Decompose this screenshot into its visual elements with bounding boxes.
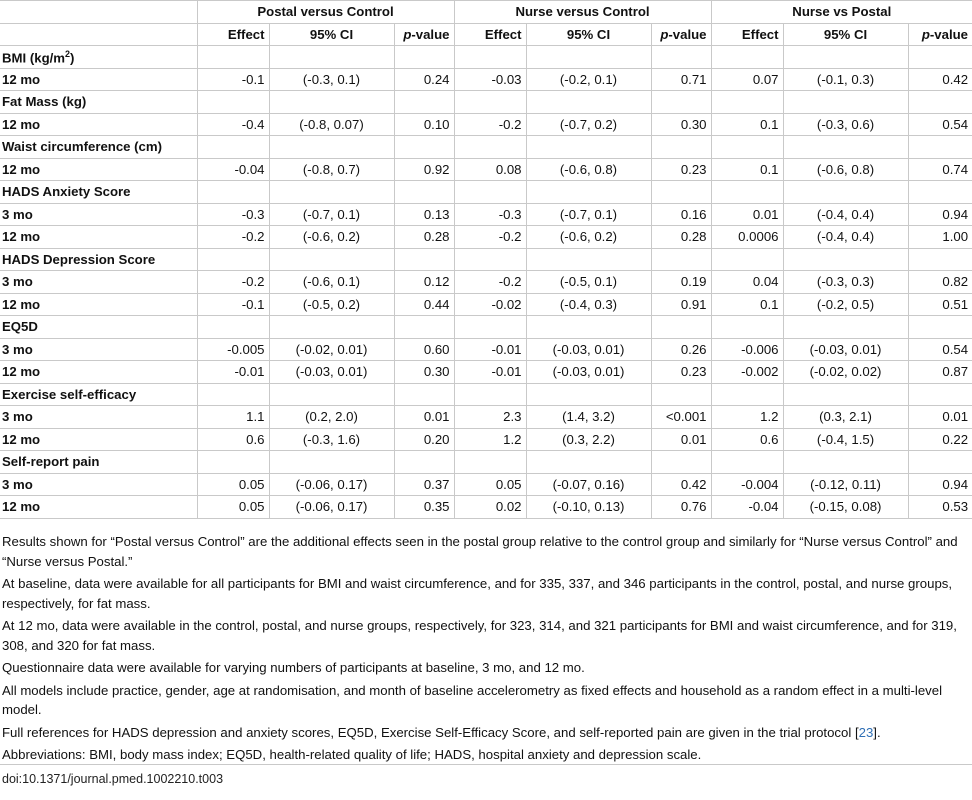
- divider: [0, 764, 972, 765]
- table-row: [0, 293, 972, 316]
- effect-cell: 0.01: [711, 203, 783, 226]
- ci-cell: (1.4, 3.2): [526, 406, 651, 429]
- pvalue-cell: 0.23: [651, 158, 711, 181]
- pvalue-cell: 0.28: [394, 226, 454, 249]
- table-row: [0, 203, 972, 226]
- ci-cell: (0.3, 2.2): [526, 428, 651, 451]
- empty-cell: [783, 181, 908, 204]
- effect-cell: -0.002: [711, 361, 783, 384]
- empty-cell: [197, 383, 269, 406]
- effect-cell: 0.05: [197, 473, 269, 496]
- empty-cell: [394, 248, 454, 271]
- empty-cell: [651, 181, 711, 204]
- pvalue-cell: 0.92: [394, 158, 454, 181]
- empty-cell: [711, 451, 783, 474]
- empty-cell: [908, 91, 972, 114]
- table-row: [0, 428, 972, 451]
- col-ci-1: 95% CI: [269, 23, 394, 46]
- pvalue-cell: 0.01: [908, 406, 972, 429]
- empty-cell: [197, 136, 269, 159]
- col-pvalue-1: p-value: [394, 23, 454, 46]
- table-row: [0, 406, 972, 429]
- ci-cell: (-0.3, 1.6): [269, 428, 394, 451]
- section-row: [0, 181, 972, 204]
- empty-cell: [394, 451, 454, 474]
- ci-cell: (-0.02, 0.01): [269, 338, 394, 361]
- footnote: Results shown for “Postal versus Control” are the additional effects seen in the postal group relative to the control group and similarly for “Nurse versus Control” and “Nurse versus Postal.”: [2, 534, 958, 569]
- row-label: 12 mo: [0, 226, 197, 249]
- ci-cell: (-0.06, 0.17): [269, 473, 394, 496]
- effect-cell: 0.1: [711, 113, 783, 136]
- row-label: 3 mo: [0, 473, 197, 496]
- pvalue-cell: 0.54: [908, 113, 972, 136]
- pvalue-cell: 0.13: [394, 203, 454, 226]
- effect-cell: -0.01: [454, 338, 526, 361]
- row-label: 12 mo: [0, 293, 197, 316]
- ci-cell: (-0.10, 0.13): [526, 496, 651, 519]
- ci-cell: (-0.12, 0.11): [783, 473, 908, 496]
- footnote: Questionnaire data were available for varying numbers of participants at baseline, 3 mo, and 12 mo.: [2, 660, 585, 675]
- empty-cell: [269, 181, 394, 204]
- empty-cell: [711, 383, 783, 406]
- effect-cell: -0.006: [711, 338, 783, 361]
- empty-cell: [454, 383, 526, 406]
- ci-cell: (-0.15, 0.08): [783, 496, 908, 519]
- empty-cell: [394, 316, 454, 339]
- ci-cell: (-0.06, 0.17): [269, 496, 394, 519]
- effect-cell: -0.2: [454, 226, 526, 249]
- section-label: HADS Anxiety Score: [0, 181, 197, 204]
- pvalue-cell: 0.37: [394, 473, 454, 496]
- ci-cell: (-0.8, 0.07): [269, 113, 394, 136]
- pvalue-cell: 0.30: [394, 361, 454, 384]
- ci-cell: (-0.3, 0.6): [783, 113, 908, 136]
- empty-cell: [711, 248, 783, 271]
- empty-cell: [651, 136, 711, 159]
- effect-cell: -0.1: [197, 68, 269, 91]
- pvalue-cell: 0.16: [651, 203, 711, 226]
- pvalue-cell: <0.001: [651, 406, 711, 429]
- ci-cell: (-0.03, 0.01): [269, 361, 394, 384]
- ci-cell: (-0.6, 0.2): [269, 226, 394, 249]
- ci-cell: (-0.7, 0.1): [526, 203, 651, 226]
- ci-cell: (-0.03, 0.01): [526, 361, 651, 384]
- ci-cell: (-0.4, 0.4): [783, 203, 908, 226]
- pvalue-cell: 0.30: [651, 113, 711, 136]
- section-label: Self-report pain: [0, 451, 197, 474]
- pvalue-cell: 0.94: [908, 203, 972, 226]
- effect-cell: -0.2: [454, 113, 526, 136]
- col-effect-3: Effect: [711, 23, 783, 46]
- empty-cell: [908, 46, 972, 69]
- ci-cell: (-0.03, 0.01): [526, 338, 651, 361]
- empty-cell: [651, 451, 711, 474]
- effect-cell: 0.05: [197, 496, 269, 519]
- effect-cell: 0.6: [197, 428, 269, 451]
- doi-label: doi:10.1371/journal.pmed.1002210.t003: [2, 772, 224, 786]
- section-row: [0, 46, 972, 69]
- empty-cell: [711, 46, 783, 69]
- empty-cell: [651, 316, 711, 339]
- empty-cell: [651, 248, 711, 271]
- pvalue-cell: 0.53: [908, 496, 972, 519]
- empty-cell: [526, 181, 651, 204]
- effect-cell: -0.4: [197, 113, 269, 136]
- empty-cell: [454, 248, 526, 271]
- section-row: [0, 383, 972, 406]
- empty-cell: [394, 136, 454, 159]
- pvalue-cell: 0.94: [908, 473, 972, 496]
- ci-cell: (0.3, 2.1): [783, 406, 908, 429]
- table-row: [0, 338, 972, 361]
- ci-cell: (-0.5, 0.1): [526, 271, 651, 294]
- section-label: Exercise self-efficacy: [0, 383, 197, 406]
- effect-cell: -0.004: [711, 473, 783, 496]
- empty-cell: [526, 451, 651, 474]
- row-label: 12 mo: [0, 361, 197, 384]
- row-label: 12 mo: [0, 496, 197, 519]
- empty-cell: [454, 451, 526, 474]
- empty-cell: [269, 46, 394, 69]
- table-row: [0, 158, 972, 181]
- col-effect-1: Effect: [197, 23, 269, 46]
- pvalue-cell: 0.10: [394, 113, 454, 136]
- empty-cell: [394, 181, 454, 204]
- effect-cell: 0.6: [711, 428, 783, 451]
- empty-cell: [269, 451, 394, 474]
- effect-cell: 2.3: [454, 406, 526, 429]
- empty-cell: [908, 451, 972, 474]
- empty-cell: [908, 383, 972, 406]
- pvalue-cell: 0.54: [908, 338, 972, 361]
- col-effect-2: Effect: [454, 23, 526, 46]
- empty-cell: [269, 136, 394, 159]
- table-row: [0, 271, 972, 294]
- effect-cell: 1.1: [197, 406, 269, 429]
- row-label: 3 mo: [0, 406, 197, 429]
- ci-cell: (-0.6, 0.2): [526, 226, 651, 249]
- pvalue-cell: 0.35: [394, 496, 454, 519]
- empty-cell: [269, 383, 394, 406]
- row-label: 12 mo: [0, 68, 197, 91]
- effect-cell: -0.04: [711, 496, 783, 519]
- empty-cell: [197, 316, 269, 339]
- reference-link-23[interactable]: 23: [858, 724, 874, 740]
- pvalue-cell: 0.42: [651, 473, 711, 496]
- empty-cell: [394, 91, 454, 114]
- ci-cell: (-0.8, 0.7): [269, 158, 394, 181]
- row-label: 12 mo: [0, 113, 197, 136]
- effect-cell: 0.02: [454, 496, 526, 519]
- table-row: [0, 361, 972, 384]
- footnote: All models include practice, gender, age at randomisation, and month of baseline accelerometry as fixed effects and household as a random effect in a multi-level model.: [2, 682, 943, 717]
- effect-cell: -0.3: [454, 203, 526, 226]
- empty-cell: [908, 136, 972, 159]
- ci-cell: (-0.2, 0.5): [783, 293, 908, 316]
- ci-cell: (-0.7, 0.1): [269, 203, 394, 226]
- effect-cell: -0.02: [454, 293, 526, 316]
- empty-cell: [908, 181, 972, 204]
- section-row: [0, 91, 972, 114]
- ci-cell: (-0.03, 0.01): [783, 338, 908, 361]
- table-footnotes: [2, 532, 968, 768]
- empty-cell: [197, 451, 269, 474]
- effect-cell: -0.3: [197, 203, 269, 226]
- empty-cell: [711, 181, 783, 204]
- pvalue-cell: 0.76: [651, 496, 711, 519]
- effect-cell: -0.01: [197, 361, 269, 384]
- pvalue-cell: 0.01: [394, 406, 454, 429]
- effect-cell: -0.03: [454, 68, 526, 91]
- effect-cell: 0.08: [454, 158, 526, 181]
- effect-cell: 0.04: [711, 271, 783, 294]
- ci-cell: (-0.4, 0.3): [526, 293, 651, 316]
- effect-cell: -0.005: [197, 338, 269, 361]
- column-header-row: [0, 23, 972, 46]
- table-body: [0, 1, 972, 519]
- pvalue-cell: 0.01: [651, 428, 711, 451]
- ci-cell: (-0.6, 0.1): [269, 271, 394, 294]
- empty-header-cell: [0, 23, 197, 46]
- ci-cell: (-0.02, 0.02): [783, 361, 908, 384]
- empty-cell: [908, 316, 972, 339]
- empty-cell: [908, 248, 972, 271]
- empty-cell: [197, 91, 269, 114]
- pvalue-cell: 0.87: [908, 361, 972, 384]
- table-row: [0, 113, 972, 136]
- empty-cell: [394, 383, 454, 406]
- effect-cell: -0.2: [454, 271, 526, 294]
- pvalue-cell: 0.82: [908, 271, 972, 294]
- pvalue-cell: 0.23: [651, 361, 711, 384]
- empty-cell: [394, 46, 454, 69]
- section-row: [0, 316, 972, 339]
- ci-cell: (-0.4, 0.4): [783, 226, 908, 249]
- effect-cell: 0.05: [454, 473, 526, 496]
- pvalue-cell: 0.24: [394, 68, 454, 91]
- empty-cell: [783, 136, 908, 159]
- section-label: EQ5D: [0, 316, 197, 339]
- group-header-row: [0, 1, 972, 24]
- section-row: [0, 136, 972, 159]
- group-header-postal-vs-control: Postal versus Control: [197, 1, 454, 24]
- effect-cell: 0.1: [711, 158, 783, 181]
- pvalue-cell: 0.22: [908, 428, 972, 451]
- group-header-nurse-vs-control: Nurse versus Control: [454, 1, 711, 24]
- section-label: BMI $(kg/m^2)$: [0, 46, 197, 69]
- empty-cell: [783, 91, 908, 114]
- table-row: [0, 226, 972, 249]
- ci-cell: (-0.3, 0.1): [269, 68, 394, 91]
- footnote-references: Full references for HADS depression and anxiety scores, EQ5D, Exercise Self-Efficacy Score, and self-reported pain are given in the trial protocol [23].: [2, 724, 881, 740]
- pvalue-cell: 0.74: [908, 158, 972, 181]
- ci-cell: (-0.3, 0.3): [783, 271, 908, 294]
- empty-corner-cell: [0, 1, 197, 24]
- section-row: [0, 248, 972, 271]
- group-header-nurse-vs-postal: Nurse vs Postal: [711, 1, 972, 24]
- effect-cell: -0.1: [197, 293, 269, 316]
- footnote: At 12 mo, data were available in the control, postal, and nurse groups, respectively, for 323, 314, and 321 participants for BMI and waist circumference, and for 319, 308, and 320 for fat mass.: [2, 618, 957, 653]
- pvalue-cell: 0.12: [394, 271, 454, 294]
- empty-cell: [454, 46, 526, 69]
- ci-cell: (-0.5, 0.2): [269, 293, 394, 316]
- table-row: [0, 68, 972, 91]
- row-label: 12 mo: [0, 428, 197, 451]
- pvalue-cell: 0.71: [651, 68, 711, 91]
- empty-cell: [269, 248, 394, 271]
- empty-cell: [197, 248, 269, 271]
- ci-cell: (-0.4, 1.5): [783, 428, 908, 451]
- empty-cell: [526, 46, 651, 69]
- effect-cell: 1.2: [454, 428, 526, 451]
- empty-cell: [454, 181, 526, 204]
- empty-cell: [526, 316, 651, 339]
- row-label: 12 mo: [0, 158, 197, 181]
- row-label: 3 mo: [0, 203, 197, 226]
- col-pvalue-2: p-value: [651, 23, 711, 46]
- row-label: 3 mo: [0, 271, 197, 294]
- empty-cell: [454, 136, 526, 159]
- empty-cell: [711, 91, 783, 114]
- effect-cell: -0.2: [197, 226, 269, 249]
- ci-cell: (-0.6, 0.8): [783, 158, 908, 181]
- empty-cell: [651, 383, 711, 406]
- pvalue-cell: 0.42: [908, 68, 972, 91]
- col-pvalue-3: p-value: [908, 23, 972, 46]
- ci-cell: (-0.7, 0.2): [526, 113, 651, 136]
- pvalue-cell: 0.60: [394, 338, 454, 361]
- table-row: [0, 496, 972, 519]
- col-ci-2: 95% CI: [526, 23, 651, 46]
- ci-cell: (-0.6, 0.8): [526, 158, 651, 181]
- pvalue-cell: 1.00: [908, 226, 972, 249]
- empty-cell: [526, 136, 651, 159]
- empty-cell: [269, 91, 394, 114]
- pvalue-cell: 0.51: [908, 293, 972, 316]
- effect-cell: -0.04: [197, 158, 269, 181]
- empty-cell: [269, 316, 394, 339]
- empty-cell: [454, 316, 526, 339]
- pvalue-cell: 0.26: [651, 338, 711, 361]
- pvalue-cell: 0.28: [651, 226, 711, 249]
- empty-cell: [454, 91, 526, 114]
- empty-cell: [526, 248, 651, 271]
- table-row: [0, 473, 972, 496]
- ci-cell: (-0.07, 0.16): [526, 473, 651, 496]
- effect-cell: -0.01: [454, 361, 526, 384]
- ci-cell: (-0.1, 0.3): [783, 68, 908, 91]
- empty-cell: [526, 383, 651, 406]
- empty-cell: [783, 46, 908, 69]
- empty-cell: [783, 248, 908, 271]
- pvalue-cell: 0.19: [651, 271, 711, 294]
- section-label: Fat Mass (kg): [0, 91, 197, 114]
- empty-cell: [783, 383, 908, 406]
- empty-cell: [783, 451, 908, 474]
- empty-cell: [783, 316, 908, 339]
- effect-cell: -0.2: [197, 271, 269, 294]
- footnote-abbreviations: Abbreviations: BMI, body mass index; EQ5D, health-related quality of life; HADS, hospital anxiety and depression scale.: [2, 747, 702, 762]
- pvalue-cell: 0.44: [394, 293, 454, 316]
- empty-cell: [651, 91, 711, 114]
- footnote: At baseline, data were available for all participants for BMI and waist circumference, and for 335, 337, and 346 participants in the control, postal, and nurse groups, respectively, for fat mass.: [2, 576, 953, 611]
- empty-cell: [711, 136, 783, 159]
- ci-cell: (0.2, 2.0): [269, 406, 394, 429]
- col-ci-3: 95% CI: [783, 23, 908, 46]
- empty-cell: [197, 46, 269, 69]
- effect-cell: 1.2: [711, 406, 783, 429]
- empty-cell: [651, 46, 711, 69]
- empty-cell: [526, 91, 651, 114]
- pvalue-cell: 0.20: [394, 428, 454, 451]
- effect-cell: 0.0006: [711, 226, 783, 249]
- ci-cell: (-0.2, 0.1): [526, 68, 651, 91]
- section-label: Waist circumference (cm): [0, 136, 197, 159]
- empty-cell: [711, 316, 783, 339]
- pvalue-cell: 0.91: [651, 293, 711, 316]
- empty-cell: [197, 181, 269, 204]
- section-label: HADS Depression Score: [0, 248, 197, 271]
- effect-cell: 0.1: [711, 293, 783, 316]
- effect-cell: 0.07: [711, 68, 783, 91]
- row-label: 3 mo: [0, 338, 197, 361]
- section-row: [0, 451, 972, 474]
